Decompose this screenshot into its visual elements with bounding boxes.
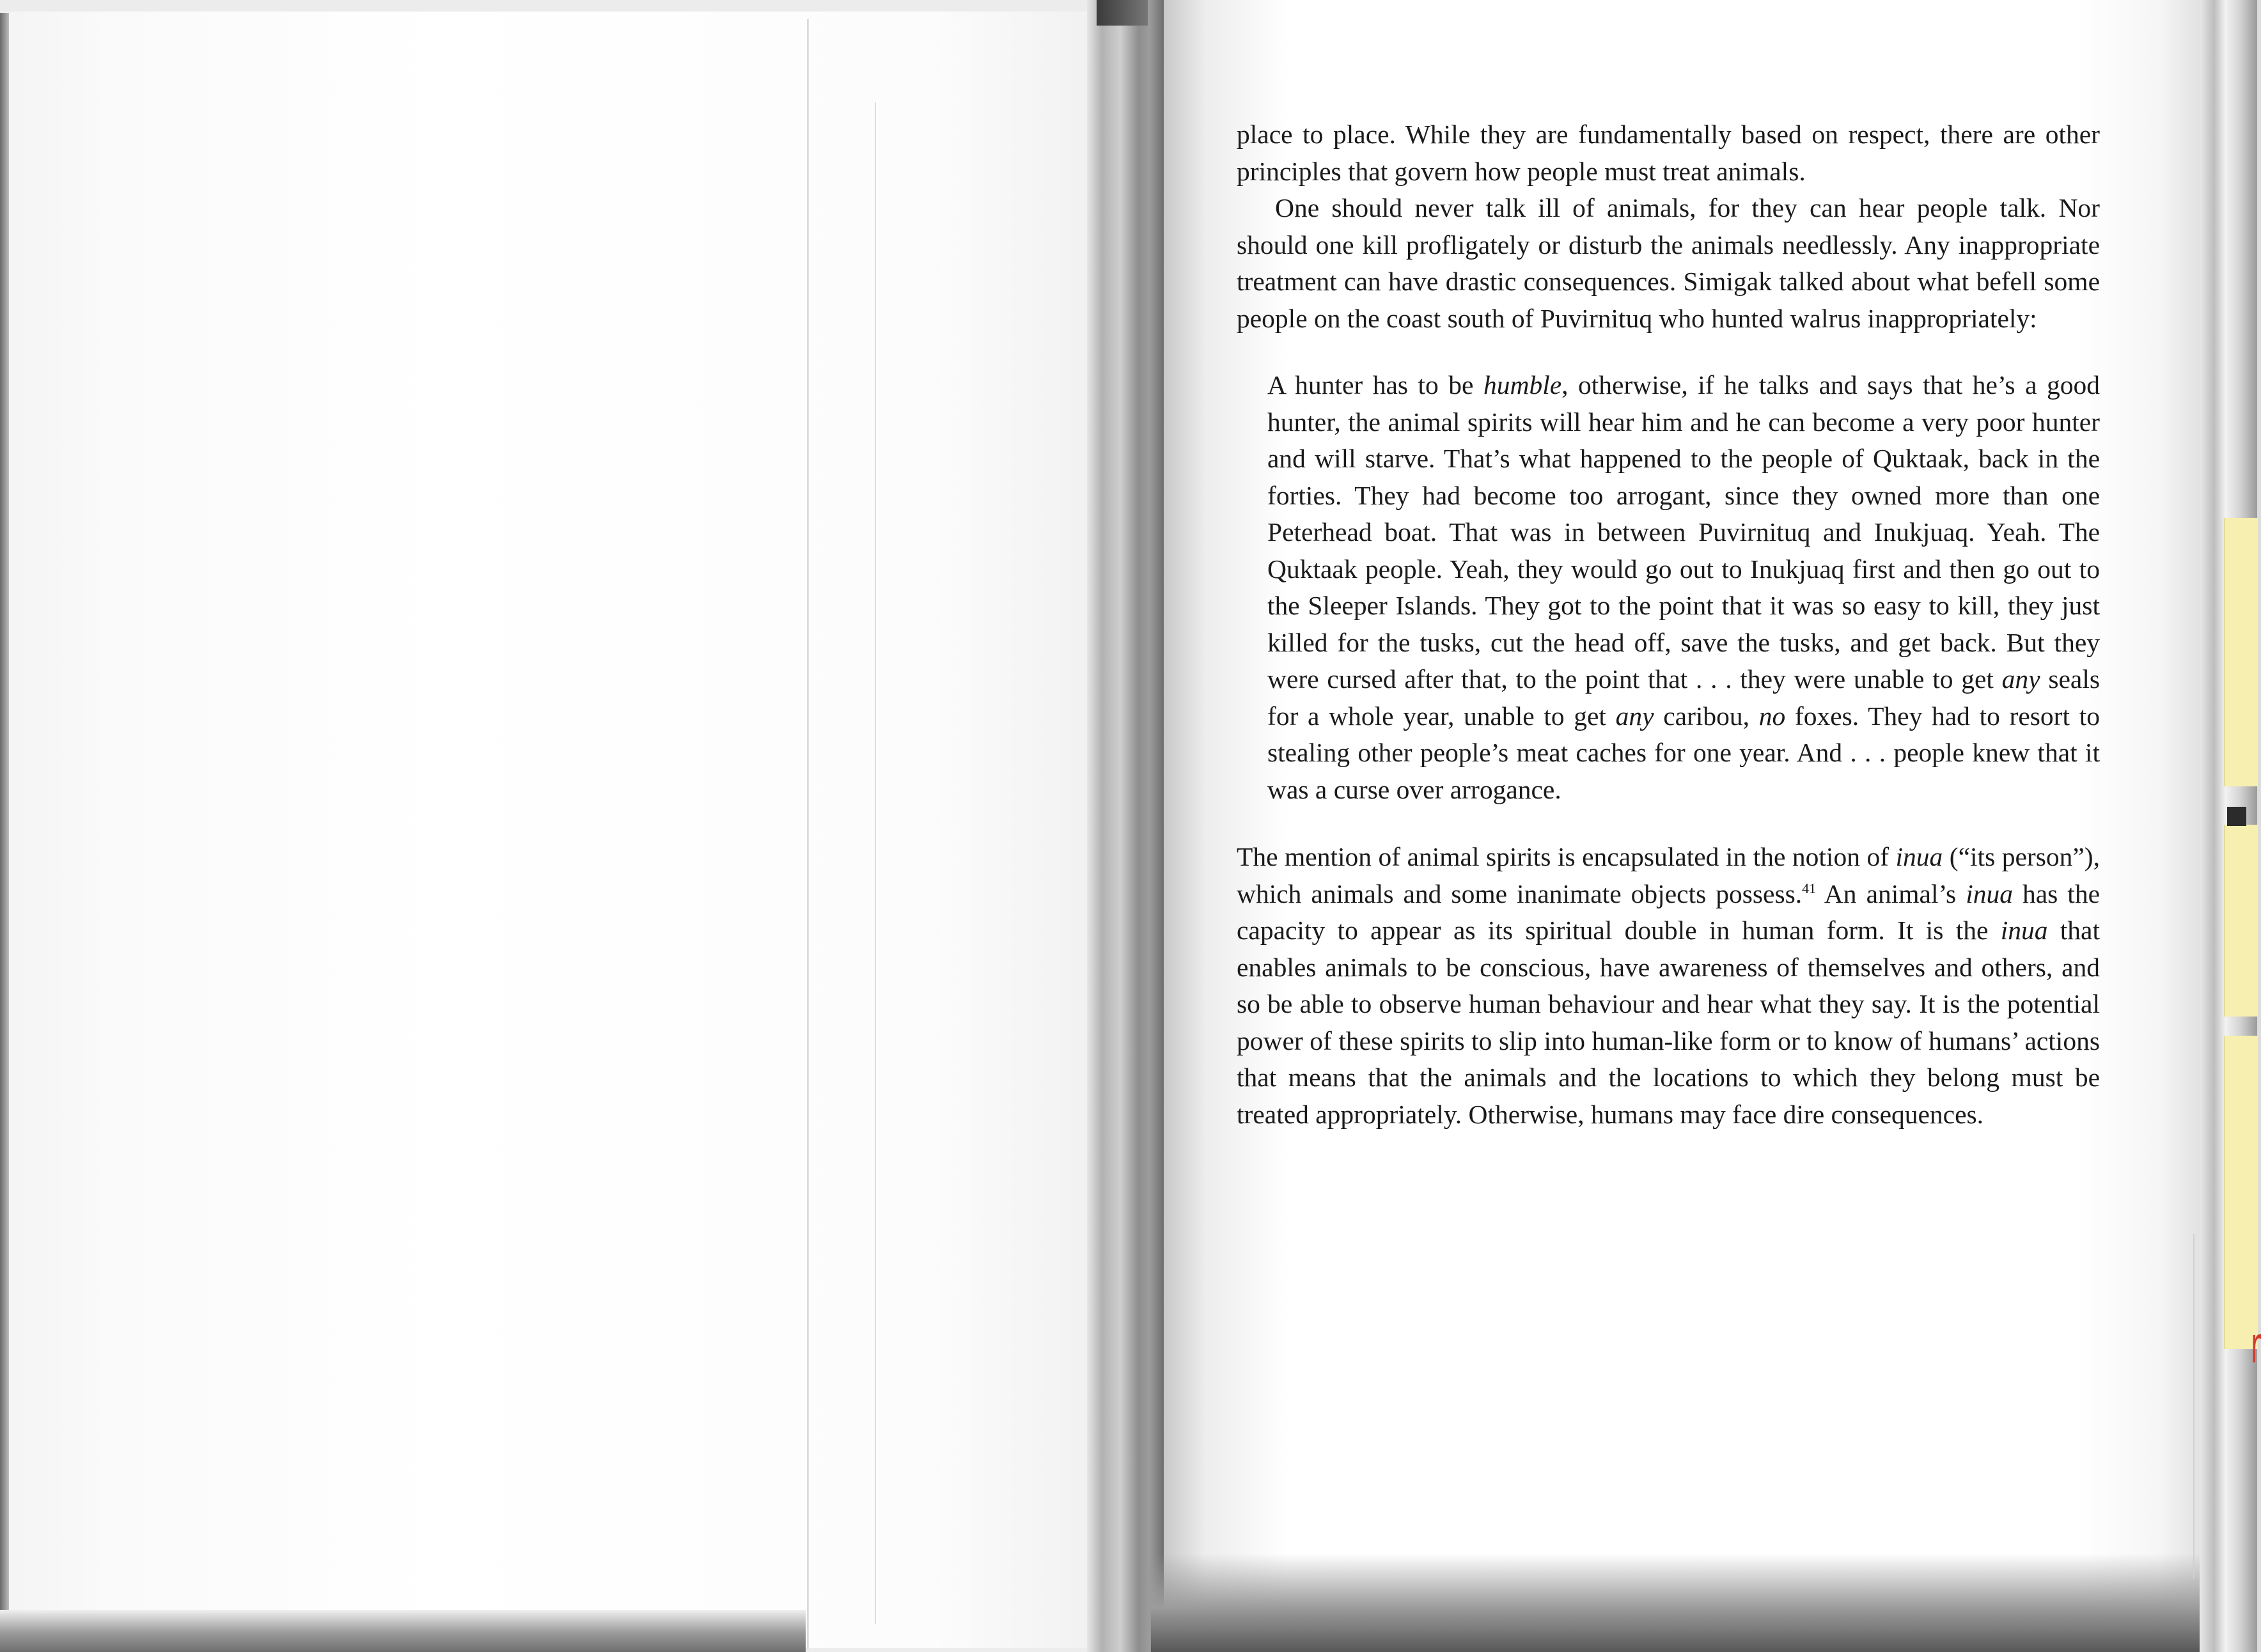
paragraph-text: An animal’s: [1816, 878, 1966, 908]
left-blank-page: [0, 12, 1097, 1648]
paragraph-animals: One should never talk ill of animals, for they can hear people talk. Nor should one kill profligately or disturb the animals needlessly. Any inappropriate treatment can have drastic consequences. Simigak talked about what befell some people on the coast south of Puvirnituq who hunted walrus inappropriately:: [1237, 193, 2100, 333]
quote-emphasis: no: [1758, 701, 1786, 731]
paragraph-text: (“its person”), which animals and some inanimate objects possess.: [1237, 842, 2100, 908]
underlying-page-edge: [2193, 1234, 2200, 1579]
book-gutter: [1087, 0, 1170, 1652]
gutter-top-shadow: [1097, 0, 1148, 26]
red-margin-mark: r: [2251, 1317, 2261, 1375]
paragraph-inua: [1237, 839, 2100, 1133]
quote-text: A hunter has to be: [1267, 370, 1483, 400]
paragraph-continuation: place to place. While they are fundamentally based on respect, there are other principles that govern how people must treat animals.: [1237, 120, 2100, 186]
paragraph-text: that enables animals to be conscious, have awareness of themselves and others, and so be able to observe human behaviour and hear what they say. It is the potential power of these spirits to slip into human-like form or to know of humans’ actions that means that the animals and the locations to which they belong must be treated appropriately. Otherwise, humans may face dire consequences.: [1237, 916, 2100, 1129]
paragraph-text: The mention of animal spirits is encapsulated in the notion of: [1237, 842, 1896, 871]
left-bottom-shadow: [0, 1610, 806, 1652]
term-inua: inua: [2000, 916, 2048, 945]
left-page-crease: [807, 19, 809, 1649]
left-page-edge-shadow: [0, 13, 9, 1649]
quote-emphasis: humble: [1483, 370, 1562, 400]
left-page-crease-secondary: [875, 102, 876, 1624]
term-inua: inua: [1966, 878, 2013, 908]
quote-emphasis: any: [1615, 701, 1654, 731]
sticky-note-tab: [2224, 1036, 2258, 1349]
quote-text: foxes. They had to resort to stealing other people’s meat caches for one year. And . . . people knew that it was a curse over arrogance.: [1267, 701, 2100, 804]
tab-dark-mark: [2227, 807, 2246, 826]
block-quote: [1267, 367, 2100, 808]
term-inua: inua: [1895, 842, 1943, 871]
paragraph-text: has the capacity to appear as its spiritual double in human form. It is the: [1237, 878, 2100, 945]
sticky-note-tab: [2224, 518, 2258, 786]
sticky-note-tab: [2224, 825, 2258, 1017]
quote-text: seals for a whole year, unable to get: [1267, 664, 2101, 731]
quote-emphasis: any: [2001, 664, 2040, 694]
footnote-marker: 41: [1802, 880, 1817, 896]
quote-text: , otherwise, if he talks and says that he’s a good hunter, the animal spirits will hear him and he can become a very poor hunter and will starve. That’s what happened to the people of Quktaak, back in the forties. They had become too arrogant, since they owned more than one Peterhead boat. That was in between Puvirnituq and Inukjuaq. Yeah. The Quktaak people. Yeah, they would go out to Inukjuaq first and then go out to the Sleeper Islands. They got to the point that it was so easy to kill, they just killed for the tusks, cut the head off, save the tusks, and get back. But they were cursed after that, to the point that . . . they were unable to get: [1267, 370, 2100, 694]
body-text: [1237, 116, 2100, 1133]
quote-text: caribou,: [1654, 701, 1759, 731]
right-bottom-shadow: [1151, 1554, 2200, 1652]
